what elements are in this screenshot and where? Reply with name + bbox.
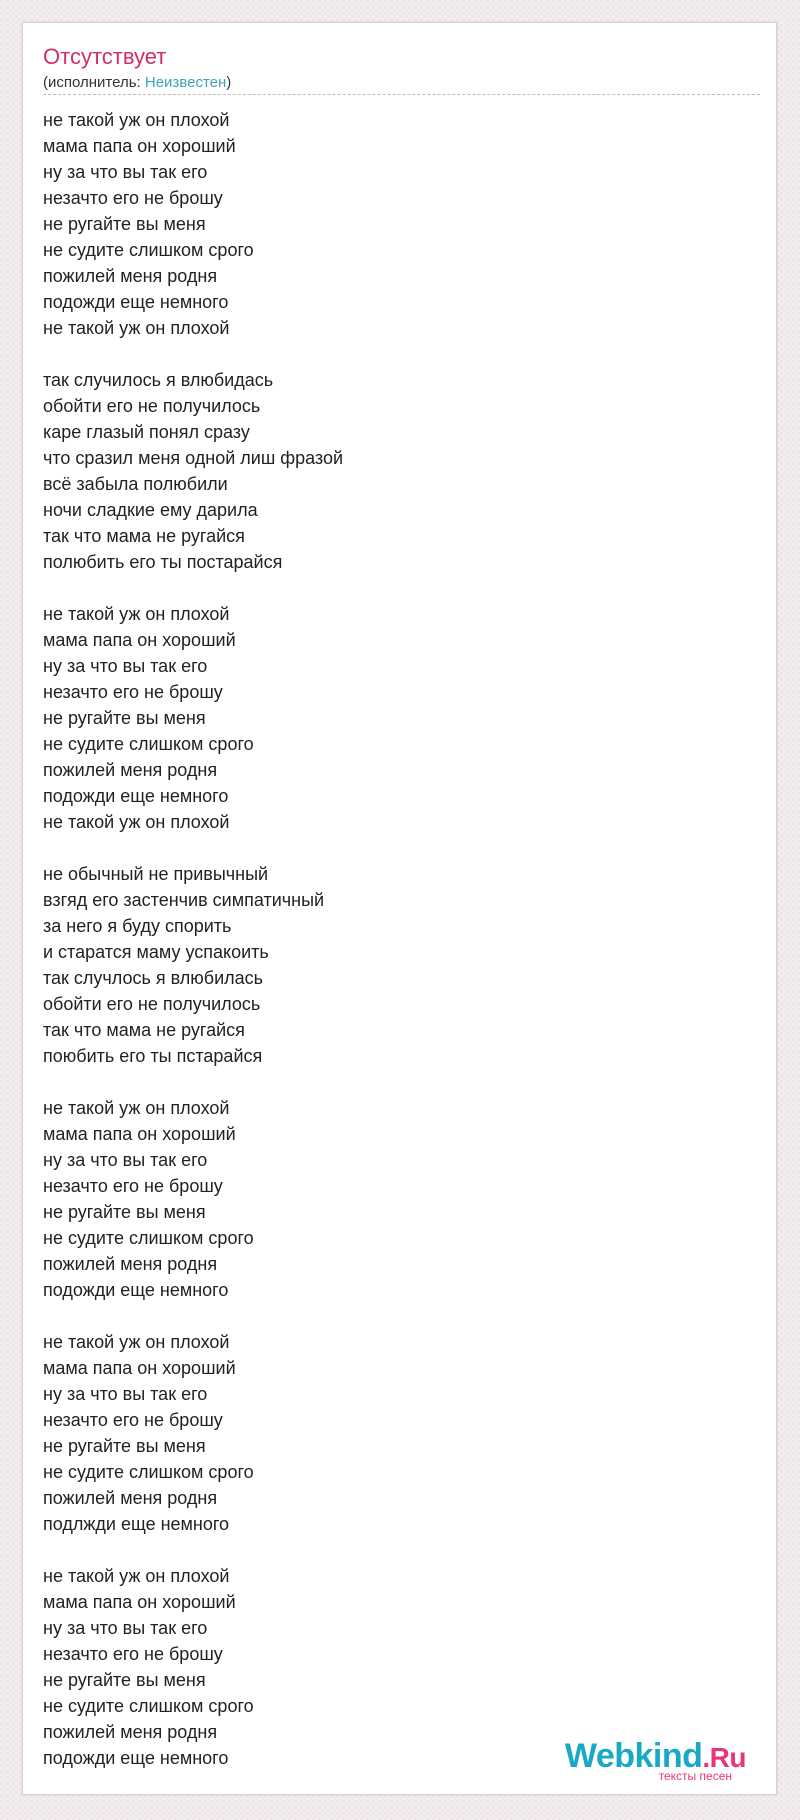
stanza	[43, 1329, 343, 1537]
lyric-line: обойти его не получилось	[43, 994, 261, 1014]
lyric-line: не ругайте вы меня	[43, 1436, 206, 1456]
lyric-line: не такой уж он плохой	[43, 1332, 230, 1352]
lyric-line: пожилей меня родня	[43, 760, 218, 780]
stanza	[43, 861, 343, 1069]
lyric-line: поюбить его ты пстарайся	[43, 1046, 263, 1066]
site-logo[interactable]	[565, 1738, 746, 1782]
lyric-line: пожилей меня родня	[43, 1722, 218, 1742]
lyric-line: не ругайте вы меня	[43, 214, 206, 234]
stanza	[43, 107, 343, 341]
lyric-line: не такой уж он плохой	[43, 318, 230, 338]
lyric-line: так случилось я влюбидась	[43, 370, 274, 390]
stanza	[43, 601, 343, 835]
artist-suffix: )	[226, 74, 232, 91]
lyric-line: незачто его не брошу	[43, 188, 223, 208]
lyric-line: полюбить его ты постарайся	[43, 552, 283, 572]
lyric-line: ну за что вы так его	[43, 1384, 208, 1404]
lyric-line: подлжди еще немного	[43, 1514, 230, 1534]
lyric-line: незачто его не брошу	[43, 682, 223, 702]
lyric-line: незачто его не брошу	[43, 1410, 223, 1430]
lyric-line: мама папа он хороший	[43, 630, 236, 650]
artist-prefix: (исполнитель:	[43, 74, 145, 91]
lyric-line: подожди еще немного	[43, 1280, 229, 1300]
lyric-line: не ругайте вы меня	[43, 1670, 206, 1690]
artist-link[interactable]: Неизвестен	[144, 74, 227, 91]
lyric-line: не ругайте вы меня	[43, 708, 206, 728]
lyric-line: не такой уж он плохой	[43, 110, 230, 130]
logo-tld: .Ru	[702, 1742, 746, 1773]
lyric-line: не судите слишком срого	[43, 1228, 254, 1248]
title-divider	[43, 94, 760, 95]
lyric-line: так случлось я влюбилась	[43, 968, 264, 988]
artist-line	[43, 74, 231, 92]
lyric-line: незачто его не брошу	[43, 1176, 223, 1196]
lyric-line: подожди еще немного	[43, 786, 229, 806]
lyric-line: всё забыла полюбили	[43, 474, 228, 494]
lyric-line: не такой уж он плохой	[43, 812, 230, 832]
lyric-line: не такой уж он плохой	[43, 604, 230, 624]
lyric-line: не судите слишком срого	[43, 1462, 254, 1482]
logo-tagline: тексты песен	[658, 1769, 732, 1783]
logo-name: Webkind	[564, 1737, 703, 1775]
lyric-line: обойти его не получилось	[43, 396, 261, 416]
lyric-line: не такой уж он плохой	[43, 1566, 230, 1586]
lyric-line: взгяд его застенчив симпатичный	[43, 890, 325, 910]
lyric-line: ну за что вы так его	[43, 1618, 208, 1638]
lyric-line: ну за что вы так его	[43, 162, 208, 182]
lyric-line: мама папа он хороший	[43, 1124, 236, 1144]
lyric-line: не такой уж он плохой	[43, 1098, 230, 1118]
lyric-line: пожилей меня родня	[43, 1254, 218, 1274]
lyric-line: подожди еще немного	[43, 292, 229, 312]
lyric-line: не судите слишком срого	[43, 240, 254, 260]
lyric-line: и старатся маму успакоить	[43, 942, 269, 962]
lyric-line: подожди еще немного	[43, 1748, 229, 1768]
lyric-line: мама папа он хороший	[43, 1358, 236, 1378]
lyric-line: не судите слишком срого	[43, 734, 254, 754]
lyric-line: не обычный не привычный	[43, 864, 269, 884]
lyric-line: не ругайте вы меня	[43, 1202, 206, 1222]
stanza	[43, 367, 343, 575]
lyrics-card	[22, 22, 777, 1795]
lyric-line: незачто его не брошу	[43, 1644, 223, 1664]
lyric-line: пожилей меня родня	[43, 266, 218, 286]
lyric-line: так что мама не ругайся	[43, 526, 245, 546]
lyric-line: ночи сладкие ему дарила	[43, 500, 258, 520]
lyric-line: за него я буду спорить	[43, 916, 232, 936]
lyric-line: мама папа он хороший	[43, 1592, 236, 1612]
stanza	[43, 1095, 343, 1303]
lyrics-body	[43, 107, 343, 1797]
lyric-line: каре глазый понял сразу	[43, 422, 250, 442]
song-title: Отсутствует	[43, 44, 167, 69]
lyric-line: что сразил меня одной лиш фразой	[43, 448, 344, 468]
lyric-line: ну за что вы так его	[43, 1150, 208, 1170]
lyric-line: пожилей меня родня	[43, 1488, 218, 1508]
lyric-line: мама папа он хороший	[43, 136, 236, 156]
lyric-line: не судите слишком срого	[43, 1696, 254, 1716]
stanza	[43, 1563, 343, 1771]
lyric-line: так что мама не ругайся	[43, 1020, 245, 1040]
lyric-line: ну за что вы так его	[43, 656, 208, 676]
